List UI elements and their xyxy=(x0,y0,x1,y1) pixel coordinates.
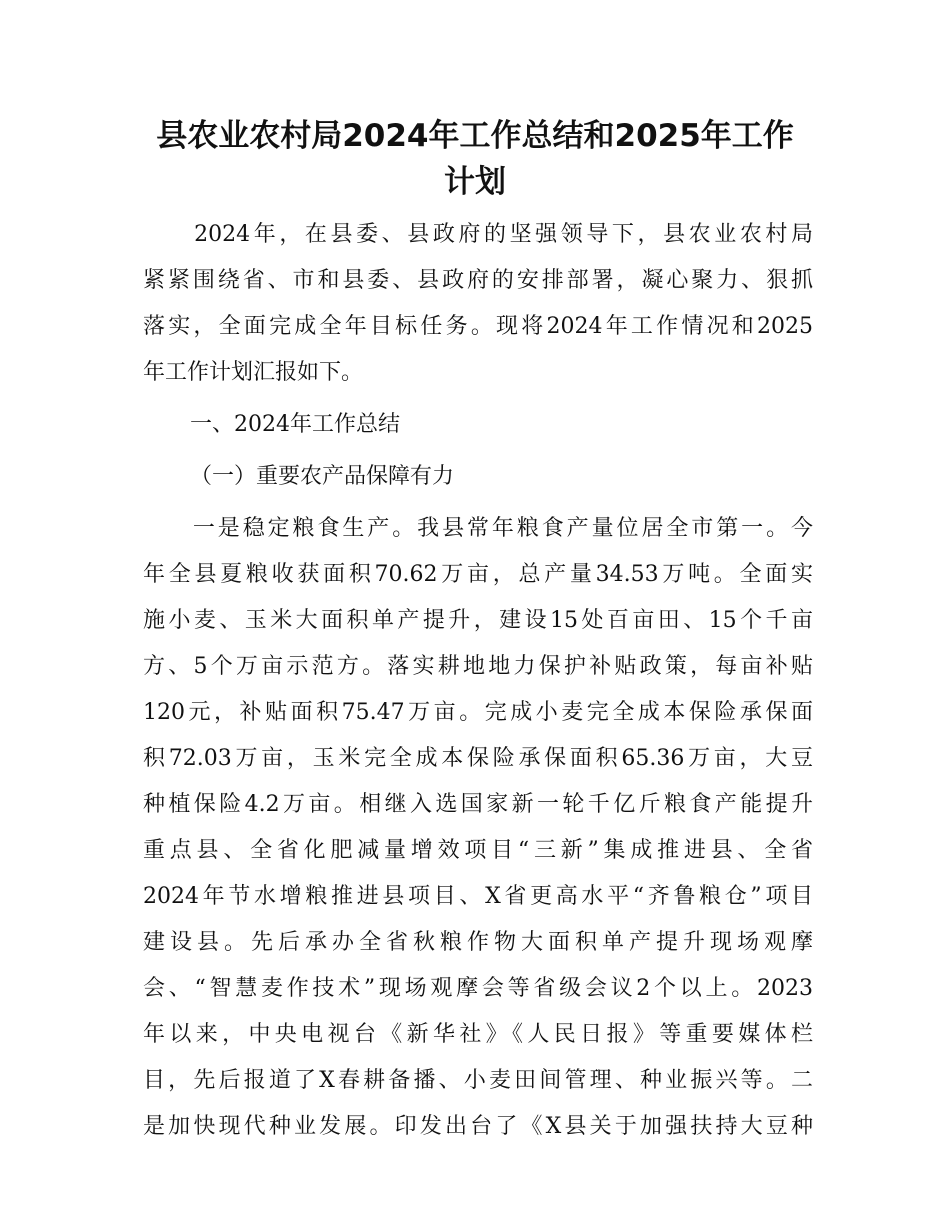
body-line: 2024年节水增粮推进县项目、X省更高水平“齐鲁粮仓”项目 xyxy=(143,884,813,909)
body-line: 目，先后报道了X春耕备播、小麦田间管理、种业振兴等。二 xyxy=(143,1068,813,1093)
body-line: 会、“智慧麦作技术”现场观摩会等省级会议2个以上。2023 xyxy=(143,976,813,1001)
body-line: 重点县、全省化肥减量增效项目“三新”集成推进县、全省 xyxy=(143,838,813,863)
intro-line-2: 紧紧围绕省、市和县委、县政府的安排部署，凝心聚力、狠抓 xyxy=(143,268,813,293)
document-title-line-1: 县农业农村局2024年工作总结和2025年工作 xyxy=(156,118,794,154)
document-title-line-2: 计划 xyxy=(444,164,506,200)
body-line: 年全县夏粮收获面积70.62万亩，总产量34.53万吨。全面实 xyxy=(143,562,813,587)
section-heading: 一、2024年工作总结 xyxy=(190,412,400,437)
body-line: 建设县。先后承办全省秋粮作物大面积单产提升现场观摩 xyxy=(143,930,813,955)
body-line: 年以来，中央电视台《新华社》《人民日报》等重要媒体栏 xyxy=(143,1022,813,1047)
intro-line-1: 2024年，在县委、县政府的坚强领导下，县农业农村局 xyxy=(143,222,813,247)
body-line: 一是稳定粮食生产。我县常年粮食产量位居全市第一。今 xyxy=(143,516,813,541)
intro-line-3: 落实，全面完成全年目标任务。现将2024年工作情况和2025 xyxy=(143,314,813,339)
body-line: 方、5个万亩示范方。落实耕地地力保护补贴政策，每亩补贴 xyxy=(143,654,813,679)
subsection-heading: （一）重要农产品保障有力 xyxy=(190,464,455,489)
body-line: 120元，补贴面积75.47万亩。完成小麦完全成本保险承保面 xyxy=(143,700,813,725)
body-line: 施小麦、玉米大面积单产提升，建设15处百亩田、15个千亩 xyxy=(143,608,813,633)
body-line: 种植保险4.2万亩。相继入选国家新一轮千亿斤粮食产能提升 xyxy=(143,792,813,817)
body-line: 是加快现代种业发展。印发出台了《X县关于加强扶持大豆种 xyxy=(143,1114,813,1139)
intro-line-4: 年工作计划汇报如下。 xyxy=(143,360,364,385)
body-line: 积72.03万亩，玉米完全成本保险承保面积65.36万亩，大豆 xyxy=(143,746,813,771)
